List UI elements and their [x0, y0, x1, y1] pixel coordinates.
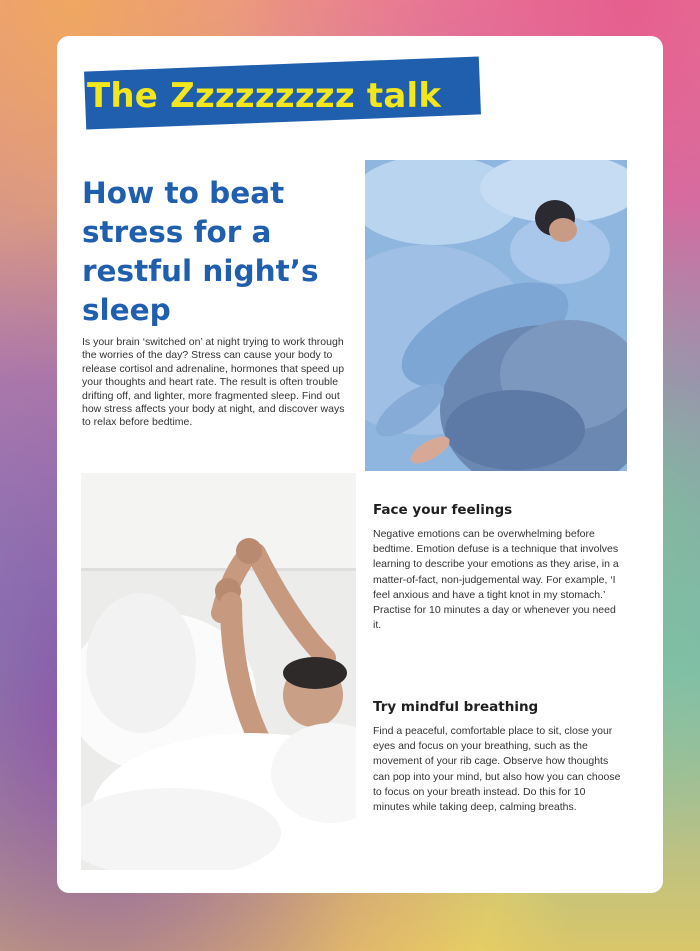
article-card [57, 36, 663, 893]
article-headline: How to beat stress for a restful night’s sleep [82, 176, 319, 327]
section-title-mindful-breathing: Try mindful breathing [373, 699, 539, 715]
section-body-face-feelings: Negative emotions can be overwhelming before bedtime. Emotion defuse is a technique that involves learning to describe your emotions as they arise, in a matter-of-fact, non-judgemental way. For example, ‘I feel anxious and have a tight knot in my stomach.’ Practise for 10 minutes a day or whenever you need it. [373, 528, 619, 632]
section-body-mindful-breathing: Find a peaceful, comfortable place to sit, close your eyes and focus on your breathing, such as the movement of your rib cage. Observe how thoughts can pop into your mind, but also how you can choose to focus on your breath instead. Do this for 10 minutes while taking deep, calming breaths. [373, 725, 621, 814]
article-intro: Is your brain ‘switched on’ at night trying to work through the worries of the day? Stress can cause your body to release cortisol and adrenaline, hormones that speed up your thoughts and heart rate. The result is often trouble drifting off, and lighter, more fragmented sleep. Find out how stress affects your body at night, and discover ways to relax before bedtime. [82, 336, 345, 429]
stretching-person-photo [81, 473, 356, 870]
stretching-person-illustration [81, 473, 356, 870]
sleeping-person-illustration [365, 160, 627, 471]
banner-title: The Zzzzzzzzz talk [87, 76, 442, 116]
section-title-face-feelings: Face your feelings [373, 502, 513, 518]
sleeping-person-photo [365, 160, 627, 471]
